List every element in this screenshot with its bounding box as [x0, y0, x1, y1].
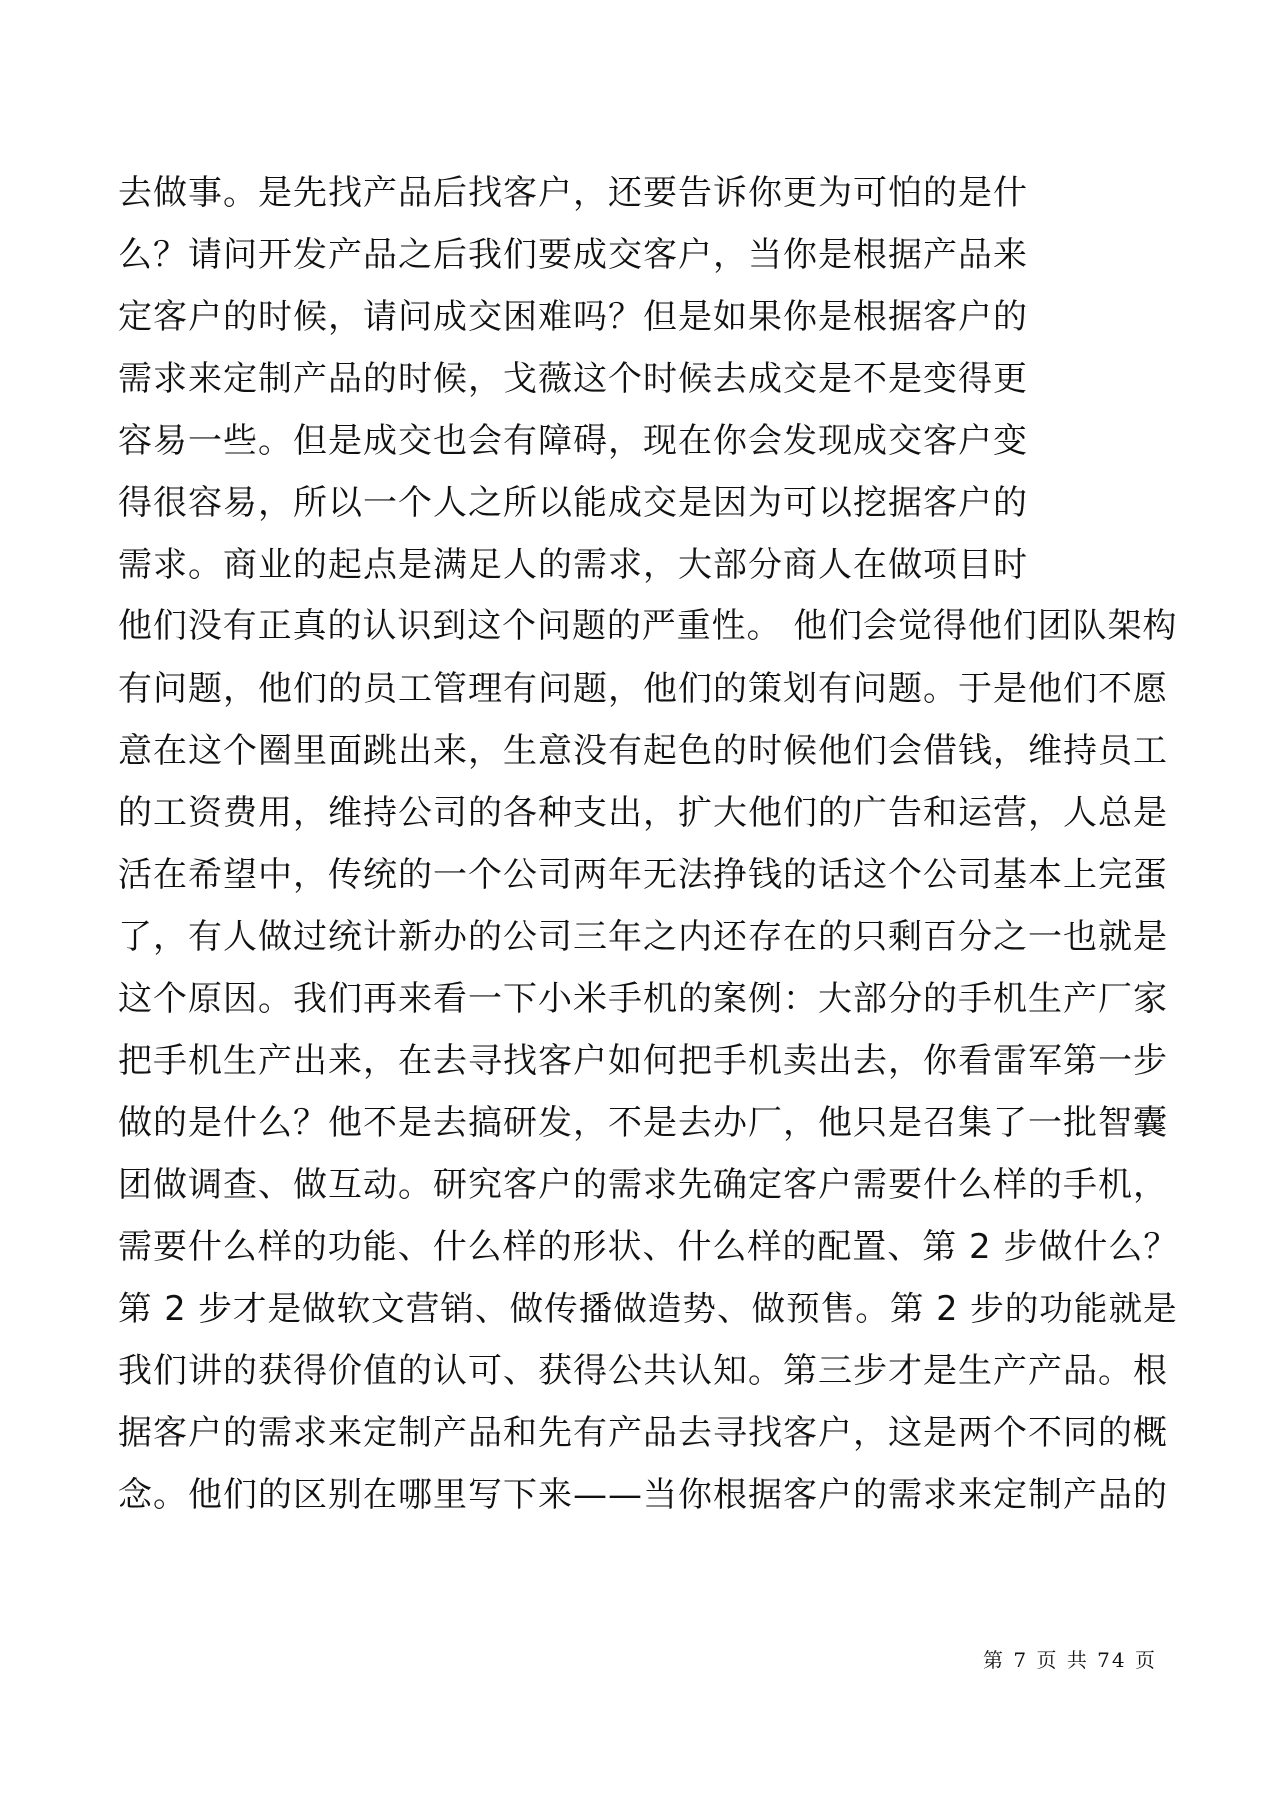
text-line: 意在这个圈里面跳出来，生意没有起色的时候他们会借钱，维持员工: [118, 731, 1168, 771]
text-line: 容易一些。但是成交也会有障碍，现在你会发现成交客户变: [118, 421, 1028, 461]
text-line: 做的是什么？他不是去搞研发，不是去办厂，他只是召集了一批智囊: [118, 1103, 1168, 1143]
text-line: 需要什么样的功能、什么样的形状、什么样的配置、第 2 步做什么？: [118, 1227, 1179, 1267]
text-line: 得很容易，所以一个人之所以能成交是因为可以挖据客户的: [118, 483, 1028, 523]
text-line: 第 2 步才是做软文营销、做传播做造势、做预售。第 2 步的功能就是: [118, 1289, 1178, 1328]
text-line: 团做调查、做互动。研究客户的需求先确定客户需要什么样的手机，: [118, 1165, 1168, 1205]
text-line: 这个原因。我们再来看一下小米手机的案例：大部分的手机生产厂家: [118, 979, 1168, 1019]
text-line: 了，有人做过统计新办的公司三年之内还存在的只剩百分之一也就是: [118, 917, 1168, 957]
text-line: 把手机生产出来，在去寻找客户如何把手机卖出去，你看雷军第一步: [118, 1041, 1168, 1081]
text-line: 我们讲的获得价值的认可、获得公共认知。第三步才是生产产品。根: [118, 1351, 1168, 1391]
text-line: 的工资费用，维持公司的各种支出，扩大他们的广告和运营，人总是: [118, 793, 1168, 833]
text-line: 有问题，他们的员工管理有问题，他们的策划有问题。于是他们不愿: [118, 669, 1168, 709]
text-line: 活在希望中，传统的一个公司两年无法挣钱的话这个公司基本上完蛋: [118, 855, 1168, 895]
text-line: 他们没有正真的认识到这个问题的严重性。 他们会觉得他们团队架构: [118, 607, 1178, 646]
text-line: 需求。商业的起点是满足人的需求，大部分商人在做项目时: [118, 545, 1028, 585]
page-number: 第 7 页 共 74 页: [983, 1648, 1157, 1672]
text-line: 去做事。是先找产品后找客户，还要告诉你更为可怕的是什: [118, 173, 1028, 213]
text-line: 么？请问开发产品之后我们要成交客户，当你是根据产品来: [118, 235, 1028, 275]
body-text: [118, 162, 1178, 1526]
text-line: 据客户的需求来定制产品和先有产品去寻找客户，这是两个不同的概: [118, 1413, 1168, 1453]
text-line: 需求来定制产品的时候，戈薇这个时候去成交是不是变得更: [118, 359, 1028, 399]
text-line: 定客户的时候，请问成交困难吗？但是如果你是根据客户的: [118, 297, 1028, 337]
text-line: 念。他们的区别在哪里写下来——当你根据客户的需求来定制产品的: [118, 1475, 1168, 1515]
